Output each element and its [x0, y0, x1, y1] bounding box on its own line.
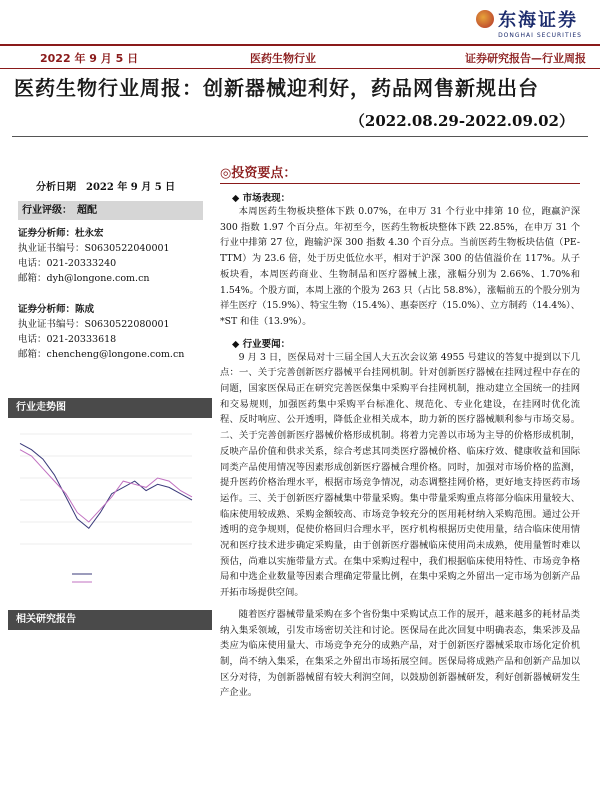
logo-mark-icon	[476, 10, 494, 28]
header-bar	[0, 46, 600, 68]
industry-paragraph-2: 随着医疗器械带量采购在多个省份集中采购试点工作的展开，越来越多的耗材品类纳入集采领域，引发市场密切关注和讨论。医保局在此次回复中明确表态，集采涉及品类应为临床使用量大、市场竞争充分的成熟产品，对于创新医疗器械采取市场化定价机制，尚不纳入集采，在集采之外留出市场拓展空间。医保局将成熟产品和创新产品加以区分对待，为创新器械留有较大利润空间，以鼓励创新器械研发，利好创新器械研发生产企业。	[220, 608, 580, 699]
analyst-license: 执业证书编号：S0630522040001	[18, 243, 170, 254]
analyst-license: 执业证书编号：S0630522080001	[18, 319, 170, 330]
report-type: 证券研究报告—行业周报	[465, 52, 586, 65]
analyst-email[interactable]: 邮箱：dyh@longone.com.cn	[18, 273, 150, 284]
company-logo	[476, 6, 582, 39]
industry-heading: ◆ 行业要闻：	[232, 338, 291, 350]
bullet-icon: ◆	[232, 338, 243, 350]
header-bottom-rule	[0, 68, 600, 69]
bullet-icon: ◆	[232, 193, 243, 204]
report-period: （2022.08.29-2022.09.02）	[349, 112, 574, 130]
market-heading: ◆ 市场表现：	[232, 193, 291, 204]
report-date: 2022 年 9 月 5 日	[40, 52, 139, 65]
related-reports-header: 相关研究报告	[8, 610, 212, 630]
market-paragraph: 本周医药生物板块整体下跌 0.07%，在申万 31 个行业中排第 10 位，跑赢沪深 300 指数 1.97 个百分点。年初至今，医药生物板块整体下跌 22.85%，在申万 31 个行业中排第 27 位，跑输沪深 300 指数 4.30 个百分点。当前医药生物板块估值（PE-TTM）为 23.6 倍，处于历史低位水平，相对于沪深 300 的估值溢价在 117%。从子板块看，本周医药商业、生物制品和医疗器械上涨，涨幅分别为 2.66%、1.70%和 1.54%。个股方面，本周上涨的个股为 263 只（占比 58.8%），涨幅前五的个股分别为祥生医疗（15.9%）、特宝生物（15.4%）、惠泰医疗（15.0%）、立方制药（14.4%）、*ST 和佳（13.9%）。	[220, 206, 580, 327]
series-line	[20, 450, 192, 522]
analysis-date: 分析日期 2022 年 9 月 5 日	[36, 182, 176, 193]
industry-paragraph: 9 月 3 日，医保局对十三届全国人大五次会议第 4955 号建议的答复中提到以下几点：一、关于完善创新医疗器械平台挂网机制。针对创新医疗器械在挂网过程中存在的问题，国家医保局正在研究完善医保集中采购平台挂网机制，推动建立全国统一的挂网和交易规则，加强医药集中采购平台标准化、规范化、专业化建设，在挂网时优化流程、反时响应、公开透明，降低企业相关成本，助力新的医疗器械顺利参与市场交易。二、关于完善创新医疗器械价格形成机制。将着力完善以市场为主导的价格形成机制，反映产品价值和供求关系，综合考虑其同类医疗器械价格、临床疗效、健康收益和国际同类产品使用情况等因素形成创新医疗器械合理价格。同时，加强对市场价格的监测，提升医药价格治理水平，根据市场竞争情况，动态调整挂网价格，更好地支持医药市场运作。三、关于创新医疗器械集中带量采购。集中带量采购重点将部分临床用量较大、临床使用较成熟、采购金额较高、市场竞争较充分的医用耗材纳入采购范围。通过公开透明的竞争规则，促使价格回归合理水平，医疗机构根据历史使用量，结合临床使用情况和医疗技术进步确定采购量，由于创新医疗器械临床使用尚未成熟，使用量暂时难以预估，尚难以实施带量方式。在集中采购过程中，我们根据临床使用特性、市场竞争格局和中选企业数量等因素合理确定带量比例，在集中采购之外留出一定市场为创新产品开拓市场提供空间。	[220, 351, 580, 599]
report-title: 医药生物行业周报：创新器械迎利好，药品网售新规出台	[14, 76, 539, 100]
analyst-phone: 电话：021-20333240	[18, 258, 117, 269]
analyst-block	[18, 302, 203, 362]
left-column	[18, 180, 203, 362]
industry-name: 医药生物行业	[250, 52, 316, 65]
logo-text: 东海证券	[498, 10, 579, 31]
analyst-phone: 电话：021-20333618	[18, 334, 117, 345]
key-points-title: ◎投资要点：	[220, 166, 297, 181]
analyst-name: 证券分析师：杜永宏	[18, 228, 104, 239]
industry-rating: 行业评级： 超配	[18, 201, 203, 220]
logo-subtitle: DONGHAI SECURITIES	[498, 32, 582, 39]
analyst-email[interactable]: 邮箱：chencheng@longone.com.cn	[18, 349, 185, 360]
trend-chart	[12, 424, 204, 594]
diamond-icon: ◎	[220, 166, 232, 181]
analyst-block	[18, 226, 203, 286]
title-divider	[12, 136, 588, 137]
analyst-name: 证券分析师：陈成	[18, 304, 95, 315]
trend-chart-header: 行业走势图	[8, 398, 212, 418]
key-points-rule	[220, 183, 580, 184]
main-content	[220, 162, 580, 701]
